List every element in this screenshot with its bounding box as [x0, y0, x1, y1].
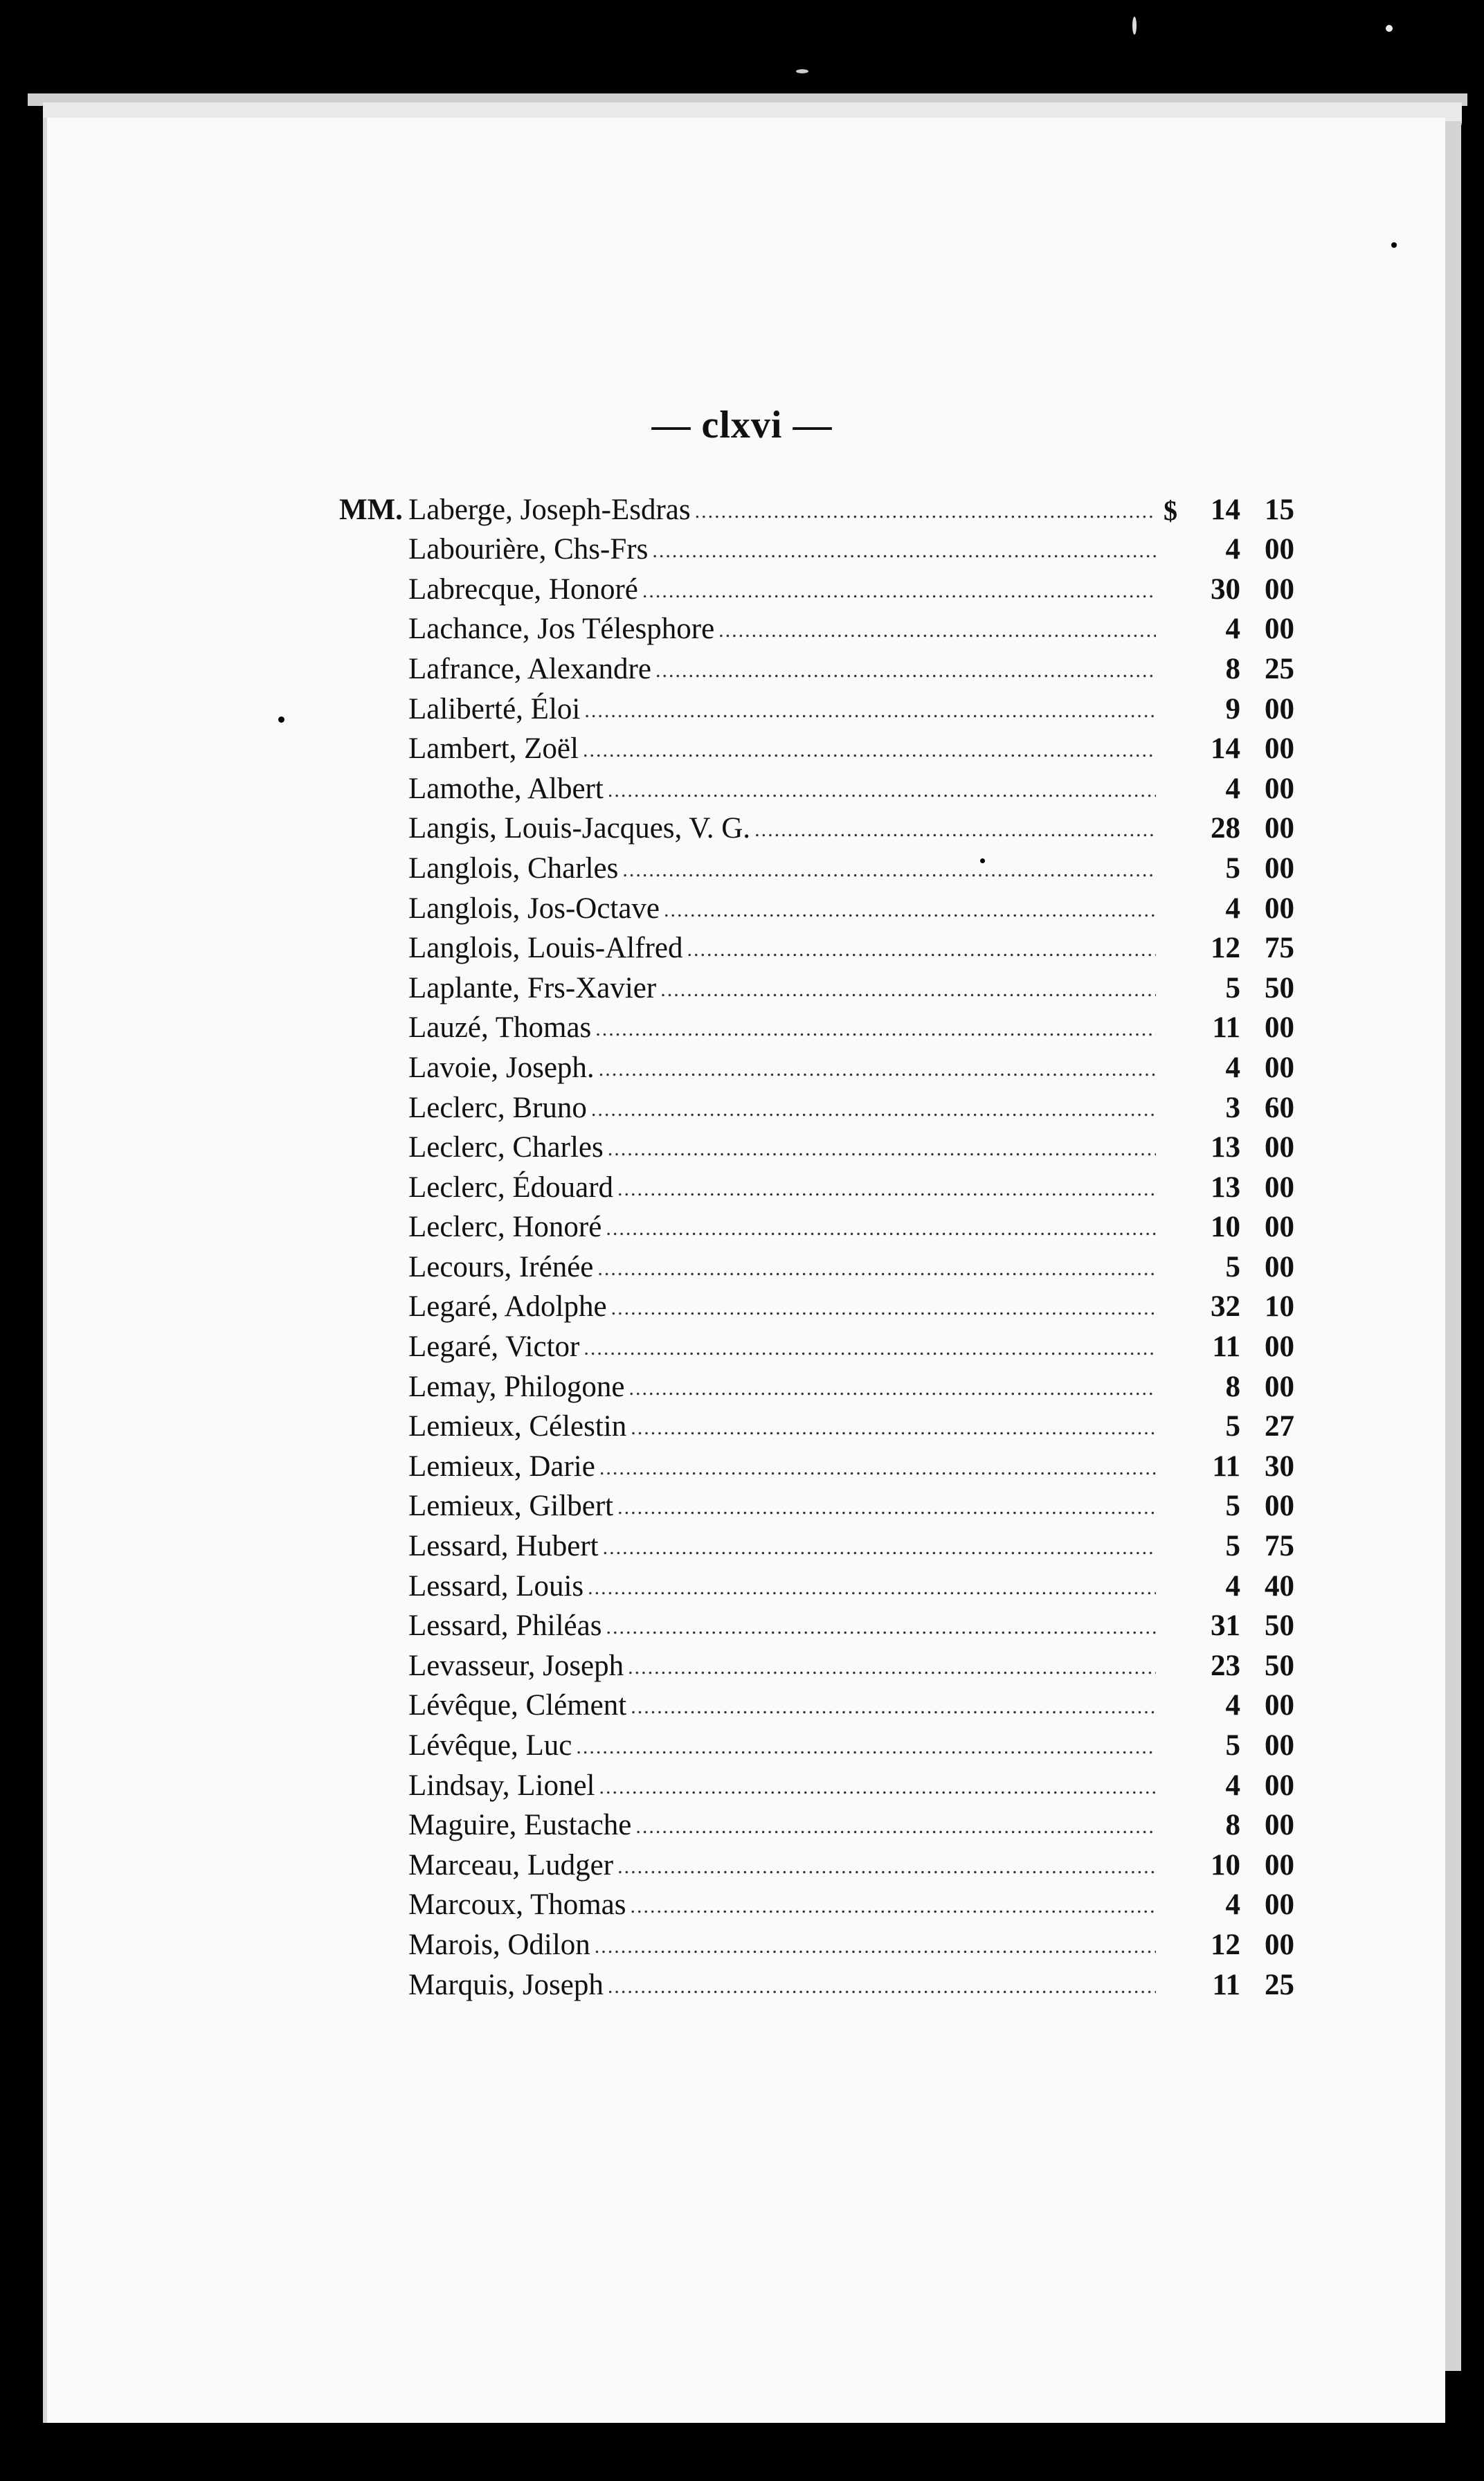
list-item — [339, 1920, 1294, 1960]
list-item — [339, 1521, 1294, 1561]
list-item — [339, 804, 1294, 844]
person-name: Lessard, Philéas — [408, 1609, 602, 1643]
list-item — [339, 1641, 1294, 1681]
amount-cents: 00 — [1265, 1011, 1294, 1045]
person-name: Lemieux, Célestin — [408, 1410, 627, 1443]
list-item — [339, 1960, 1294, 2000]
person-name: Langlois, Jos-Octave — [408, 892, 660, 925]
person-name: Laliberté, Éloi — [408, 692, 581, 725]
amount-dollars: 23 — [1211, 1649, 1240, 1682]
list-item — [339, 1880, 1294, 1920]
dot-leader — [630, 1896, 1156, 1920]
amount-dollars: 9 — [1225, 692, 1240, 725]
amount-dollars: 11 — [1212, 1968, 1240, 2001]
amount-dollars: 8 — [1225, 1809, 1240, 1842]
amount-cents: 00 — [1265, 812, 1294, 845]
list-item — [339, 1402, 1294, 1442]
dot-leader — [629, 1378, 1157, 1402]
amount-cents: 60 — [1265, 1091, 1294, 1124]
amount-dollars: 11 — [1212, 1330, 1240, 1364]
amount-dollars: 3 — [1225, 1091, 1240, 1124]
amount-cents: 00 — [1265, 1131, 1294, 1164]
amount-cents: 00 — [1265, 1888, 1294, 1922]
amount-dollars: 5 — [1225, 851, 1240, 885]
list-item — [339, 644, 1294, 684]
person-name: Labrecque, Honoré — [408, 572, 638, 606]
dot-leader — [695, 501, 1156, 525]
amount-cents: 00 — [1265, 851, 1294, 885]
dot-leader — [617, 1179, 1156, 1202]
person-name: Levasseur, Joseph — [408, 1649, 624, 1682]
person-name: Lemay, Philogone — [408, 1370, 625, 1403]
list-item — [339, 764, 1294, 804]
amount-dollars: 5 — [1225, 1729, 1240, 1762]
amount-cents: 50 — [1265, 971, 1294, 1004]
amount-cents: 00 — [1265, 1689, 1294, 1722]
amount-cents: 00 — [1265, 1330, 1294, 1364]
page-number: — clxvi — — [651, 404, 833, 446]
dot-leader — [718, 620, 1156, 644]
amount-dollars: 4 — [1225, 1769, 1240, 1802]
list-item — [339, 1321, 1294, 1362]
dot-leader — [664, 900, 1156, 923]
amount-cents: 00 — [1265, 692, 1294, 725]
dot-leader — [631, 1418, 1156, 1441]
amount-dollars: 12 — [1211, 932, 1240, 965]
amount-cents: 40 — [1265, 1569, 1294, 1603]
amount-dollars: 14 — [1211, 493, 1240, 526]
dot-leader — [687, 939, 1156, 963]
person-name: Leclerc, Charles — [408, 1131, 604, 1164]
dot-leader — [583, 740, 1156, 764]
list-item — [339, 1561, 1294, 1601]
amount-cents: 00 — [1265, 1370, 1294, 1403]
dot-leader — [599, 1059, 1156, 1083]
list-item — [339, 843, 1294, 883]
amount-dollars: 28 — [1211, 812, 1240, 845]
amount-cents: 15 — [1265, 493, 1294, 526]
dot-leader — [655, 660, 1156, 684]
person-name: Lavoie, Joseph. — [408, 1051, 595, 1084]
honorific: MM. — [339, 493, 403, 526]
amount-cents: 50 — [1265, 1649, 1294, 1682]
amount-dollars: 5 — [1225, 971, 1240, 1004]
amount-cents: 00 — [1265, 533, 1294, 566]
amount-cents: 00 — [1265, 1928, 1294, 1961]
dot-leader — [635, 1816, 1156, 1840]
person-name: Legaré, Adolphe — [408, 1290, 607, 1324]
dot-leader — [631, 1697, 1156, 1720]
dot-leader — [606, 1617, 1156, 1641]
list-item — [339, 564, 1294, 604]
person-name: Maguire, Eustache — [408, 1809, 632, 1842]
list-item — [339, 684, 1294, 724]
dot-leader — [611, 1298, 1156, 1321]
scan-speck — [796, 69, 808, 73]
dot-leader — [599, 1777, 1157, 1801]
dot-leader — [595, 1936, 1156, 1960]
person-name: Lambert, Zoël — [408, 732, 579, 766]
amount-dollars: 32 — [1211, 1290, 1240, 1324]
amount-dollars: 12 — [1211, 1928, 1240, 1961]
list-item — [339, 1720, 1294, 1760]
person-name: Lafrance, Alexandre — [408, 652, 651, 685]
amount-cents: 00 — [1265, 732, 1294, 766]
scan-speck — [1132, 17, 1137, 35]
dot-leader — [595, 1019, 1156, 1043]
dot-leader — [606, 1218, 1156, 1242]
person-name: Leclerc, Édouard — [408, 1171, 614, 1204]
amount-cents: 00 — [1265, 1490, 1294, 1523]
amount-dollars: 4 — [1225, 613, 1240, 646]
person-name: Lachance, Jos Télesphore — [408, 613, 715, 646]
amount-cents: 00 — [1265, 1769, 1294, 1802]
amount-dollars: 4 — [1225, 533, 1240, 566]
amount-cents: 75 — [1265, 1530, 1294, 1563]
amount-dollars: 10 — [1211, 1848, 1240, 1882]
amount-cents: 00 — [1265, 772, 1294, 805]
amount-dollars: 8 — [1225, 1370, 1240, 1403]
dot-leader — [628, 1657, 1156, 1681]
person-name: Lévêque, Clément — [408, 1689, 627, 1722]
person-name: Lindsay, Lionel — [408, 1769, 595, 1802]
subscription-list — [339, 485, 1294, 2000]
dot-leader — [608, 780, 1156, 804]
list-item — [339, 1043, 1294, 1083]
amount-dollars: 13 — [1211, 1171, 1240, 1204]
person-name: Lévêque, Luc — [408, 1729, 572, 1762]
amount-dollars: 4 — [1225, 1689, 1240, 1722]
dot-leader — [599, 1458, 1156, 1481]
person-name: Marcoux, Thomas — [408, 1888, 626, 1922]
amount-dollars: 4 — [1225, 1051, 1240, 1084]
person-name: Langlois, Charles — [408, 851, 619, 885]
amount-cents: 00 — [1265, 1250, 1294, 1283]
list-item — [339, 963, 1294, 1003]
person-name: Leclerc, Bruno — [408, 1091, 587, 1124]
person-name: Lessard, Hubert — [408, 1530, 599, 1563]
list-item — [339, 1003, 1294, 1043]
amount-cents: 25 — [1265, 1968, 1294, 2001]
dot-leader — [597, 1258, 1156, 1282]
list-item — [339, 485, 1294, 525]
scan-speck — [980, 858, 985, 863]
dot-leader — [642, 581, 1156, 604]
dot-leader — [588, 1578, 1156, 1601]
dot-leader — [583, 1338, 1156, 1362]
amount-cents: 00 — [1265, 613, 1294, 646]
amount-cents: 00 — [1265, 1729, 1294, 1762]
amount-dollars: 4 — [1225, 772, 1240, 805]
amount-cents: 00 — [1265, 1051, 1294, 1084]
dot-leader — [576, 1737, 1156, 1760]
list-item — [339, 1242, 1294, 1282]
person-name: Marceau, Ludger — [408, 1848, 614, 1882]
amount-cents: 30 — [1265, 1450, 1294, 1483]
dot-leader — [608, 1139, 1156, 1162]
amount-cents: 75 — [1265, 932, 1294, 965]
list-item — [339, 1481, 1294, 1522]
person-name: Leclerc, Honoré — [408, 1211, 602, 1244]
list-item — [339, 1123, 1294, 1163]
person-name: Legaré, Victor — [408, 1330, 580, 1364]
person-name: Lemieux, Gilbert — [408, 1490, 614, 1523]
list-item — [339, 1681, 1294, 1721]
list-item — [339, 1282, 1294, 1322]
amount-dollars: 31 — [1211, 1609, 1240, 1643]
amount-dollars: 4 — [1225, 1569, 1240, 1603]
list-item — [339, 724, 1294, 764]
dot-leader — [652, 541, 1156, 564]
person-name: Lecours, Irénée — [408, 1250, 594, 1283]
list-item — [339, 1362, 1294, 1402]
amount-dollars: 10 — [1211, 1211, 1240, 1244]
amount-dollars: 14 — [1211, 732, 1240, 766]
person-name: Lamothe, Albert — [408, 772, 604, 805]
amount-cents: 27 — [1265, 1410, 1294, 1443]
amount-cents: 10 — [1265, 1290, 1294, 1324]
person-name: Laplante, Frs-Xavier — [408, 971, 657, 1004]
list-item — [339, 923, 1294, 964]
person-name: Lessard, Louis — [408, 1569, 584, 1603]
dot-leader — [608, 1976, 1156, 2000]
amount-cents: 00 — [1265, 572, 1294, 606]
person-name: Labourière, Chs-Frs — [408, 533, 649, 566]
dot-leader — [617, 1857, 1156, 1880]
list-item — [339, 1083, 1294, 1123]
dot-leader — [603, 1537, 1156, 1561]
amount-cents: 00 — [1265, 892, 1294, 925]
scan-speck — [1386, 25, 1393, 32]
scan-speck — [278, 716, 284, 723]
amount-dollars: 30 — [1211, 572, 1240, 606]
amount-dollars: 5 — [1225, 1530, 1240, 1563]
list-item — [339, 525, 1294, 565]
list-item — [339, 1801, 1294, 1841]
person-name: Langlois, Louis-Alfred — [408, 932, 683, 965]
list-item — [339, 604, 1294, 644]
list-item — [339, 1202, 1294, 1243]
list-item — [339, 1760, 1294, 1801]
dot-leader — [660, 980, 1156, 1003]
amount-dollars: 5 — [1225, 1490, 1240, 1523]
amount-dollars: 5 — [1225, 1250, 1240, 1283]
amount-dollars: 4 — [1225, 892, 1240, 925]
list-item — [339, 1162, 1294, 1202]
amount-cents: 25 — [1265, 652, 1294, 685]
amount-dollars: 11 — [1212, 1450, 1240, 1483]
amount-cents: 00 — [1265, 1848, 1294, 1882]
dot-leader — [754, 820, 1156, 843]
dot-leader — [622, 860, 1156, 883]
dot-leader — [591, 1099, 1156, 1123]
amount-dollars: 11 — [1212, 1011, 1240, 1045]
list-item — [339, 1601, 1294, 1641]
amount-cents: 00 — [1265, 1211, 1294, 1244]
amount-dollars: 5 — [1225, 1410, 1240, 1443]
currency-symbol: $ — [1164, 494, 1177, 526]
amount-cents: 50 — [1265, 1609, 1294, 1643]
list-item — [339, 1441, 1294, 1481]
dot-leader — [584, 701, 1156, 724]
list-item — [339, 1840, 1294, 1880]
person-name: Langis, Louis-Jacques, V. G. — [408, 812, 751, 845]
amount-dollars: 13 — [1211, 1131, 1240, 1164]
amount-cents: 00 — [1265, 1809, 1294, 1842]
person-name: Marois, Odilon — [408, 1928, 590, 1961]
dot-leader — [617, 1497, 1156, 1521]
person-name: Laberge, Joseph-Esdras — [408, 493, 691, 526]
list-item — [339, 883, 1294, 923]
amount-dollars: 4 — [1225, 1888, 1240, 1922]
amount-cents: 00 — [1265, 1171, 1294, 1204]
amount-dollars: 8 — [1225, 652, 1240, 685]
person-name: Lauzé, Thomas — [408, 1011, 592, 1045]
person-name: Marquis, Joseph — [408, 1968, 604, 2001]
scan-speck — [1391, 242, 1397, 248]
person-name: Lemieux, Darie — [408, 1450, 595, 1483]
